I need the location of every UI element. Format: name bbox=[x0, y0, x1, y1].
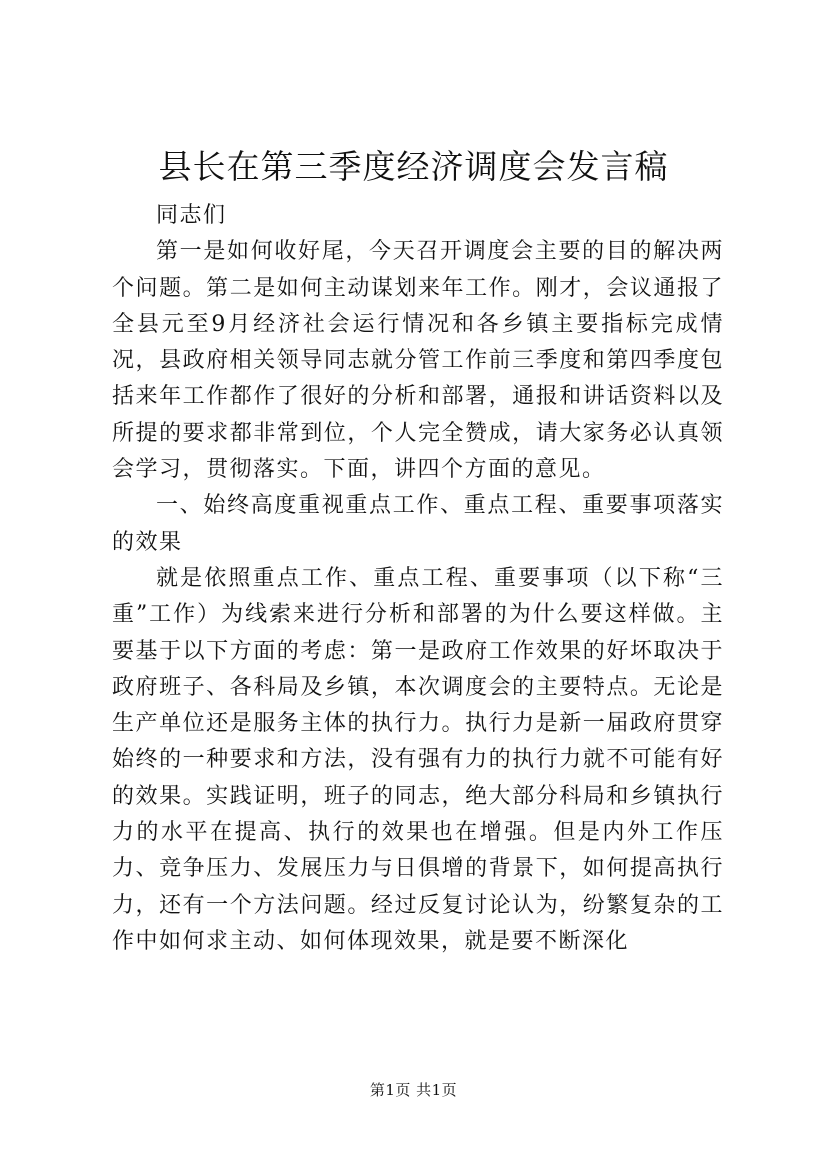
paragraph-section-1: 就是依照重点工作、重点工程、重要事项（以下称“三重”工作）为线索来进行分析和部署的为什么要这样做。主要基于以下方面的考虑：第一是政府工作效果的好坏取决于政府班子、各科局及乡镇，本次调度会的主要特点。无论是生产单位还是服务主体的执行力。执行力是新一届政府贯穿始终的一种要求和方法，没有强有力的执行力就不可能有好的效果。实践证明，班子的同志，绝大部分科局和乡镇执行力的水平在提高、执行的效果也在增强。但是内外工作压力、竞争压力、发展压力与日俱增的背景下，如何提高执行力，还有一个方法问题。经过反复讨论认为，纷繁复杂的工作中如何求主动、如何体现效果，就是要不断深化 bbox=[112, 565, 724, 954]
paragraph-intro: 第一是如何收好尾，今天召开调度会主要的目的解决两个问题。第二是如何主动谋划来年工作。刚才，会议通报了全县元至9月经济社会运行情况和各乡镇主要指标完成情况，县政府相关领导同志就分管工作前三季度和第四季度包括来年工作都作了很好的分析和部署，通报和讲话资料以及所提的要求都非常到位，个人完全赞成，请大家务必认真领会学习，贯彻落实。下面，讲四个方面的意见。 bbox=[112, 239, 724, 483]
salutation: 同志们 bbox=[156, 203, 227, 228]
page-footer: 第1页 共1页 bbox=[369, 1081, 458, 1099]
document-body bbox=[112, 198, 724, 960]
document-title: 县长在第三季度经济调度会发言稿 bbox=[158, 147, 669, 186]
section-heading-1: 一、始终高度重视重点工作、重点工程、重要事项落实的效果 bbox=[112, 493, 724, 555]
